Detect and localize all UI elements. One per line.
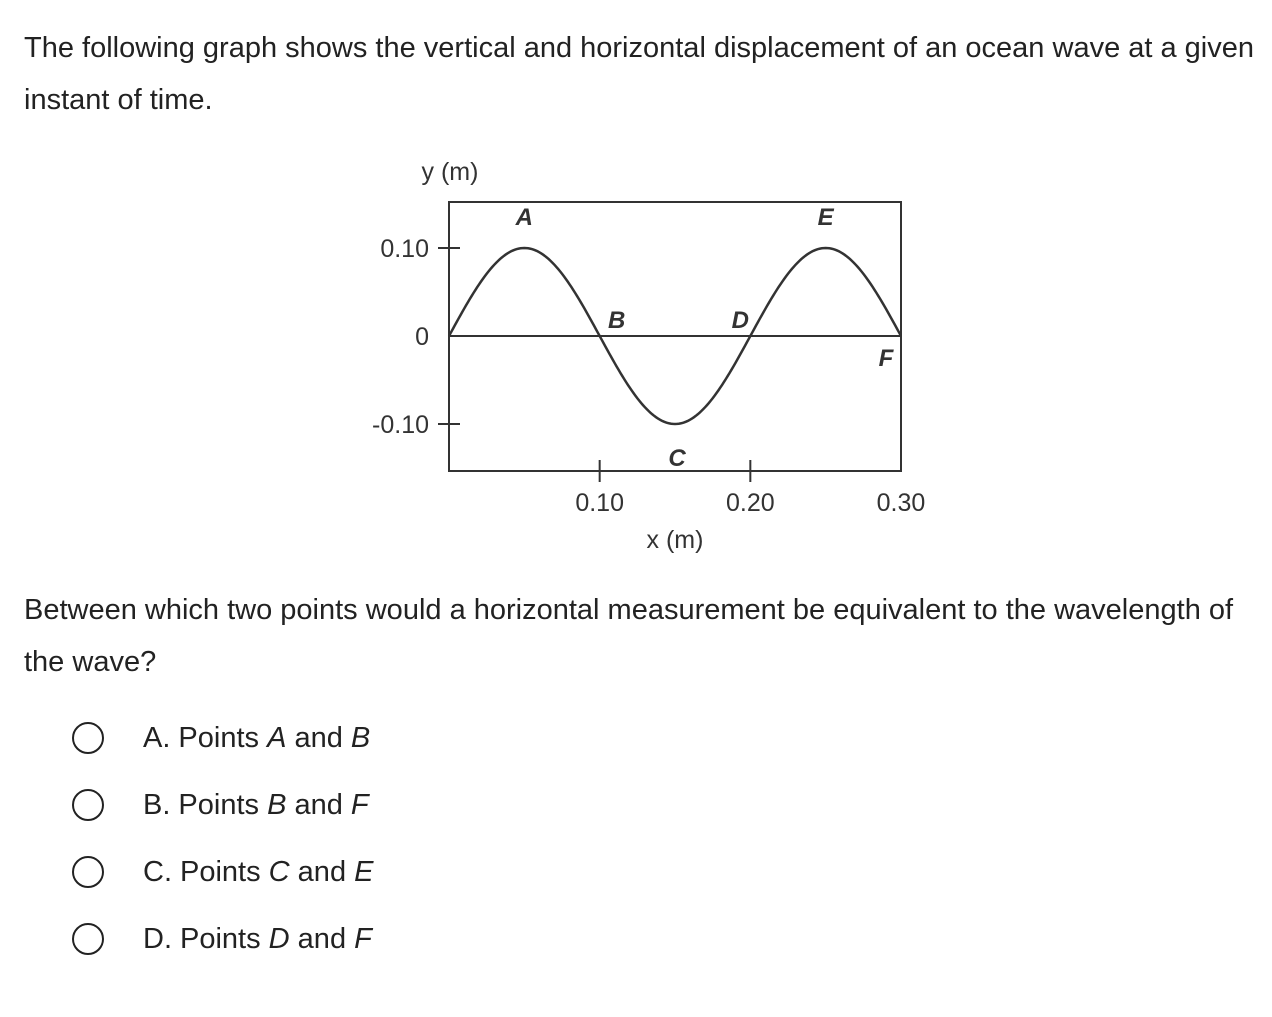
choice-d[interactable] <box>72 919 372 959</box>
choice-point-1: A <box>267 722 287 754</box>
choice-point-1: B <box>267 789 287 821</box>
choice-b[interactable] <box>72 785 369 825</box>
radio-button-icon[interactable] <box>72 923 104 955</box>
point-label-c: C <box>668 445 686 472</box>
question-stem: The following graph shows the vertical and horizontal displacement of an ocean wave at a given instant of time. <box>24 32 1255 116</box>
radio-button-icon[interactable] <box>72 856 104 888</box>
choice-point-2: E <box>354 856 374 888</box>
choice-point-2: F <box>350 789 369 821</box>
choice-c[interactable] <box>72 852 373 892</box>
x-tick-label: 0.10 <box>575 489 625 517</box>
point-label-a: A <box>515 204 534 231</box>
wave-series-line <box>449 248 901 424</box>
radio-button-icon[interactable] <box>72 722 104 754</box>
choice-point-1: C <box>268 856 290 888</box>
choice-conjunction: and <box>286 789 351 821</box>
choice-point-2: B <box>350 722 371 754</box>
choice-conjunction: and <box>286 722 351 754</box>
y-tick-label: 0 <box>415 323 429 351</box>
radio-button-icon[interactable] <box>72 789 104 821</box>
choice-a[interactable] <box>72 718 370 758</box>
question-prompt: Between which two points would a horizontal measurement be equivalent to the wavelength of the wave? <box>24 594 1234 678</box>
plot-frame <box>449 202 901 471</box>
choice-letter: C. <box>143 856 172 888</box>
choice-label <box>143 785 369 825</box>
choice-point-1: D <box>268 923 290 955</box>
choice-conjunction: and <box>289 856 355 888</box>
choice-prefix: Points <box>180 856 269 888</box>
choice-letter: D. <box>143 923 172 955</box>
choice-letter: A. <box>143 722 171 754</box>
y-tick-label: -0.10 <box>372 411 429 439</box>
x-axis-label: x (m) <box>646 526 704 554</box>
point-label-f: F <box>878 345 894 372</box>
y-tick-label: 0.10 <box>380 235 429 263</box>
point-label-d: D <box>731 307 750 334</box>
point-label-b: B <box>607 307 626 334</box>
choice-prefix: Points <box>180 923 269 955</box>
x-tick-label: 0.30 <box>876 489 926 517</box>
choice-point-2: F <box>354 923 372 955</box>
x-tick-label: 0.20 <box>725 489 775 517</box>
choice-prefix: Points <box>178 722 268 754</box>
choice-label <box>143 852 373 892</box>
choice-label <box>143 718 370 758</box>
choice-letter: B. <box>143 789 171 821</box>
choice-prefix: Points <box>178 789 268 821</box>
point-label-e: E <box>817 204 834 231</box>
y-axis-label: y (m) <box>421 158 479 186</box>
choice-conjunction: and <box>289 923 355 955</box>
choice-label <box>143 919 372 959</box>
